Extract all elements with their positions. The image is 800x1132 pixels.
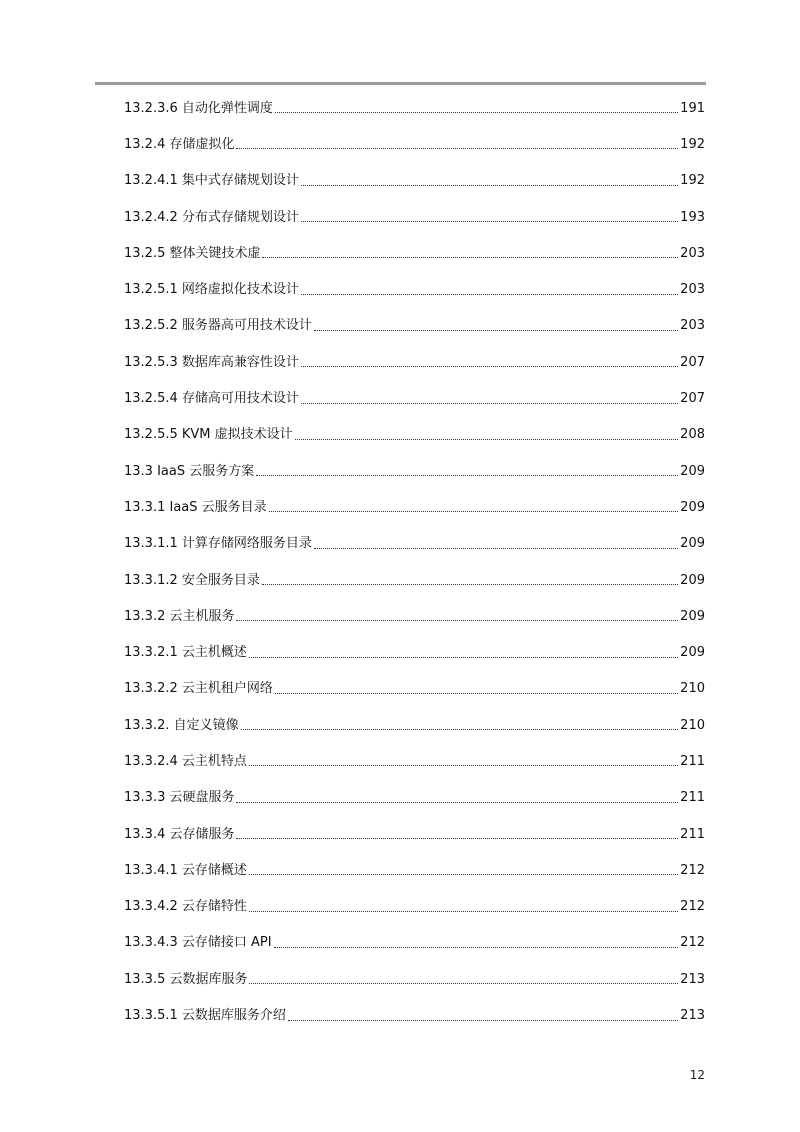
toc-entry-page: 210	[680, 717, 705, 733]
toc-entry[interactable]	[124, 598, 705, 634]
toc-entry[interactable]	[124, 707, 705, 743]
toc-dot-leader	[249, 656, 678, 658]
toc-entry-title: 13.2.5.3 数据库高兼容性设计	[124, 354, 299, 370]
toc-entry-page: 211	[680, 826, 705, 842]
toc-entry-page: 209	[680, 499, 705, 515]
toc-entry-page: 192	[680, 136, 705, 152]
toc-dot-leader	[301, 365, 678, 367]
toc-entry-page: 193	[680, 209, 705, 225]
toc-entry-title: 13.3.2.2 云主机租户网络	[124, 681, 273, 697]
toc-entry[interactable]	[124, 889, 705, 925]
toc-entry[interactable]	[124, 308, 705, 344]
toc-dot-leader	[236, 837, 678, 839]
toc-entry-title: 13.3.5 云数据库服务	[124, 971, 248, 987]
toc-entry-page: 211	[680, 753, 705, 769]
toc-entry-title: 13.2.4.2 分布式存储规划设计	[124, 209, 299, 225]
toc-dot-leader	[236, 619, 678, 621]
toc-dot-leader	[288, 1019, 678, 1021]
toc-entry-page: 209	[680, 572, 705, 588]
toc-entry-page: 212	[680, 899, 705, 915]
toc-entry-title: 13.3.4.1 云存储概述	[124, 862, 247, 878]
toc-entry-title: 13.2.5.1 网络虚拟化技术设计	[124, 282, 299, 298]
toc-entry[interactable]	[124, 199, 705, 235]
toc-entry-page: 208	[680, 427, 705, 443]
toc-entry-title: 13.2.5.5 KVM 虚拟技术设计	[124, 427, 293, 443]
toc-dot-leader	[301, 184, 678, 186]
toc-entry-title: 13.3.2 云主机服务	[124, 608, 235, 624]
toc-entry-title: 13.3 IaaS 云服务方案	[124, 463, 255, 479]
toc-entry[interactable]	[124, 961, 705, 997]
toc-dot-leader	[236, 147, 678, 149]
toc-dot-leader	[236, 801, 678, 803]
toc-entry-page: 212	[680, 935, 705, 951]
toc-dot-leader	[249, 873, 678, 875]
toc-dot-leader	[256, 474, 678, 476]
toc-entry[interactable]	[124, 780, 705, 816]
toc-entry[interactable]	[124, 271, 705, 307]
toc-entry-title: 13.3.4 云存储服务	[124, 826, 235, 842]
toc-entry-page: 213	[680, 971, 705, 987]
toc-entry-title: 13.3.2.4 云主机特点	[124, 753, 247, 769]
toc-entry-title: 13.3.2. 自定义镜像	[124, 717, 239, 733]
toc-entry-page: 203	[680, 245, 705, 261]
toc-entry[interactable]	[124, 235, 705, 271]
toc-entry-page: 209	[680, 463, 705, 479]
toc-entry-page: 211	[680, 790, 705, 806]
toc-entry-title: 13.2.4.1 集中式存储规划设计	[124, 173, 299, 189]
toc-dot-leader	[301, 402, 678, 404]
toc-entry-title: 13.2.5 整体关键技术虚	[124, 245, 261, 261]
toc-dot-leader	[314, 329, 678, 331]
toc-entry-page: 203	[680, 282, 705, 298]
toc-entry-title: 13.3.5.1 云数据库服务介绍	[124, 1008, 286, 1024]
toc-entry[interactable]	[124, 417, 705, 453]
toc-entry[interactable]	[124, 671, 705, 707]
toc-dot-leader	[269, 510, 679, 512]
toc-entry-page: 209	[680, 608, 705, 624]
toc-entry-title: 13.3.1.1 计算存储网络服务目录	[124, 536, 312, 552]
toc-dot-leader	[274, 946, 679, 948]
toc-entry-page: 209	[680, 645, 705, 661]
toc-dot-leader	[262, 583, 678, 585]
toc-entry-title: 13.3.2.1 云主机概述	[124, 645, 247, 661]
toc-entry-title: 13.2.5.2 服务器高可用技术设计	[124, 318, 312, 334]
toc-dot-leader	[301, 293, 678, 295]
toc-dot-leader	[314, 547, 678, 549]
toc-entry-title: 13.2.5.4 存储高可用技术设计	[124, 391, 299, 407]
toc-entry-page: 207	[680, 391, 705, 407]
toc-entry[interactable]	[124, 380, 705, 416]
toc-entry-title: 13.3.1 IaaS 云服务目录	[124, 499, 267, 515]
toc-entry[interactable]	[124, 90, 705, 126]
toc-entry-page: 212	[680, 862, 705, 878]
toc-dot-leader	[262, 256, 678, 258]
toc-dot-leader	[275, 111, 678, 113]
toc-entry[interactable]	[124, 634, 705, 670]
toc-entry[interactable]	[124, 852, 705, 888]
toc-entry-page: 213	[680, 1008, 705, 1024]
toc-entry-title: 13.3.3 云硬盘服务	[124, 790, 235, 806]
toc-entry-page: 192	[680, 173, 705, 189]
toc-dot-leader	[249, 910, 678, 912]
toc-dot-leader	[249, 764, 678, 766]
toc-entry[interactable]	[124, 562, 705, 598]
toc-dot-leader	[241, 728, 679, 730]
toc-entry[interactable]	[124, 816, 705, 852]
toc-entry-page: 209	[680, 536, 705, 552]
toc-entry-page: 191	[680, 100, 705, 116]
toc-entry[interactable]	[124, 489, 705, 525]
toc-entry-title: 13.3.1.2 安全服务目录	[124, 572, 260, 588]
toc-entry[interactable]	[124, 526, 705, 562]
toc-entry-page: 203	[680, 318, 705, 334]
toc-entry[interactable]	[124, 126, 705, 162]
header-rule	[95, 82, 706, 85]
toc-entry-title: 13.2.4 存储虚拟化	[124, 136, 235, 152]
toc-entry-page: 210	[680, 681, 705, 697]
toc-entry[interactable]	[124, 453, 705, 489]
toc-entry[interactable]	[124, 163, 705, 199]
toc-dot-leader	[301, 220, 678, 222]
toc-entry[interactable]	[124, 925, 705, 961]
toc-entry[interactable]	[124, 344, 705, 380]
toc-entry-title: 13.2.3.6 自动化弹性调度	[124, 100, 273, 116]
table-of-contents	[124, 90, 705, 1034]
page-number: 12	[689, 1068, 705, 1082]
toc-dot-leader	[295, 438, 679, 440]
toc-dot-leader	[249, 982, 678, 984]
toc-entry-title: 13.3.4.2 云存储特性	[124, 899, 247, 915]
toc-entry[interactable]	[124, 997, 705, 1033]
toc-dot-leader	[275, 692, 678, 694]
toc-entry-title: 13.3.4.3 云存储接口 API	[124, 935, 272, 951]
toc-entry-page: 207	[680, 354, 705, 370]
toc-entry[interactable]	[124, 743, 705, 779]
